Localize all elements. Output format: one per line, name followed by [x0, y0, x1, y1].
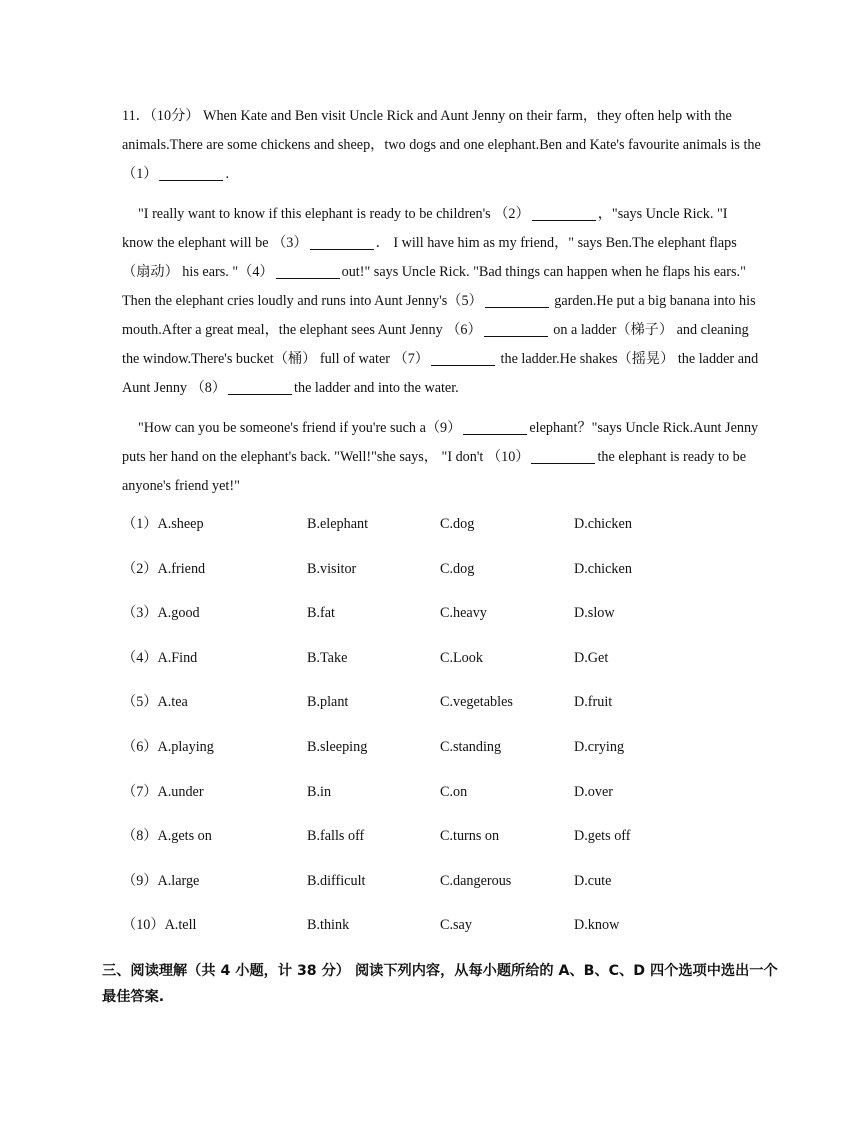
option-c: C.standing	[440, 738, 502, 755]
option-a: （6）A.playing	[122, 738, 214, 755]
option-a: （10）A.tell	[122, 917, 197, 934]
blank-10	[531, 448, 595, 464]
blank-1	[159, 165, 223, 181]
option-c: C.dog	[440, 560, 475, 577]
option-b: B.Take	[307, 649, 348, 666]
option-c: C.dangerous	[440, 872, 512, 889]
option-b: B.difficult	[307, 872, 366, 889]
option-a: （2）A.friend	[122, 560, 206, 577]
passage-text: elephant？"says Uncle Rick.Aunt Jenny puts her hand on the elephant's back. "Well!"she says， "I don't （10）	[122, 420, 759, 465]
option-row-3	[122, 599, 762, 644]
option-c: C.heavy	[440, 605, 487, 622]
option-b: B.visitor	[307, 560, 357, 577]
option-a: （3）A.good	[122, 605, 200, 622]
option-row-9	[122, 867, 762, 912]
option-b: B.think	[307, 917, 350, 934]
option-d: D.fruit	[574, 694, 613, 711]
passage-text: ． I will have him as my friend，" says Ben.The elephant flaps（扇动） his ears. "（4）	[122, 235, 737, 280]
blank-2	[532, 205, 596, 221]
option-a: （5）A.tea	[122, 694, 188, 711]
passage-text: the ladder and into the water.	[294, 380, 459, 396]
section-heading: 三、阅读理解（共 4 小题，计 38 分） 阅读下列内容，从每小题所给的 A、B、C、D 四个选项中选出一个最佳答案.	[102, 963, 778, 1005]
option-row-6	[122, 733, 762, 778]
blank-8	[228, 379, 292, 395]
option-b: B.falls off	[307, 828, 365, 845]
option-b: B.elephant	[307, 516, 369, 532]
passage-text: garden.He put a big banana into his mouth.After a great meal，the elephant sees Aunt Jenny （6）	[122, 293, 756, 338]
question-number: 11．（10分）	[122, 108, 200, 124]
option-a: （1）A.sheep	[122, 516, 204, 532]
passage-text: .	[225, 166, 230, 182]
option-row-4	[122, 644, 762, 689]
passage-paragraph-1	[122, 102, 762, 189]
option-b: B.plant	[307, 694, 349, 711]
blank-3	[310, 234, 374, 250]
option-c: C.Look	[440, 649, 483, 666]
option-d: D.over	[574, 783, 614, 800]
option-b: B.in	[307, 783, 332, 800]
option-c: C.dog	[440, 516, 475, 532]
option-c: C.vegetables	[440, 694, 513, 711]
option-row-7	[122, 778, 762, 823]
option-d: D.gets off	[574, 828, 631, 845]
option-row-1	[122, 510, 762, 555]
option-c: C.on	[440, 783, 468, 800]
option-a: （7）A.under	[122, 783, 204, 800]
option-d: D.cute	[574, 872, 612, 889]
passage-text: "I really want to know if this elephant is ready to be children's （2）	[138, 206, 530, 222]
blank-6	[484, 321, 548, 337]
option-a: （8）A.gets on	[122, 828, 212, 845]
passage-text: "How can you be someone's friend if you're such a（9）	[138, 420, 462, 436]
option-b: B.sleeping	[307, 738, 368, 755]
option-a: （4）A.Find	[122, 649, 198, 666]
option-c: C.say	[440, 917, 472, 934]
passage-text: the ladder.He shakes（摇晃） the ladder and Aunt Jenny （8）	[122, 351, 759, 396]
option-c: C.turns on	[440, 828, 500, 845]
passage-text: on a ladder（梯子） and cleaning the window.There's bucket（桶） full of water （7）	[122, 322, 749, 367]
option-a: （9）A.large	[122, 872, 200, 889]
option-d: D.Get	[574, 649, 609, 666]
blank-9	[463, 419, 527, 435]
passage-text: When Kate and Ben visit Uncle Rick and Aunt Jenny on their farm，they often help with the animals.There are some chickens and sheep，two dogs and one elephant.Ben and Kate's favourite animals is the （1）	[122, 108, 761, 182]
option-d: D.chicken	[574, 516, 632, 532]
option-d: D.crying	[574, 738, 625, 755]
option-d: D.slow	[574, 605, 615, 622]
blank-5	[485, 292, 549, 308]
option-row-5	[122, 688, 762, 733]
passage-text: out!" says Uncle Rick. "Bad things can happen when he flaps his ears." Then the elephant cries loudly and runs into Aunt Jenny's（5）	[122, 264, 746, 309]
option-b: B.fat	[307, 605, 335, 622]
option-row-10	[122, 911, 762, 956]
blank-4	[276, 263, 340, 279]
passage-text: ，"says Uncle Rick. "I know the elephant will be （3）	[122, 206, 728, 251]
option-d: D.know	[574, 917, 620, 934]
option-row-2	[122, 555, 762, 600]
options-list	[122, 510, 762, 956]
blank-7	[431, 350, 495, 366]
passage-paragraph-3	[122, 414, 762, 501]
passage-text: the elephant is ready to be anyone's friend yet!"	[122, 449, 747, 494]
option-row-8	[122, 822, 762, 867]
passage-paragraph-2	[122, 200, 762, 403]
option-d: D.chicken	[574, 560, 632, 577]
